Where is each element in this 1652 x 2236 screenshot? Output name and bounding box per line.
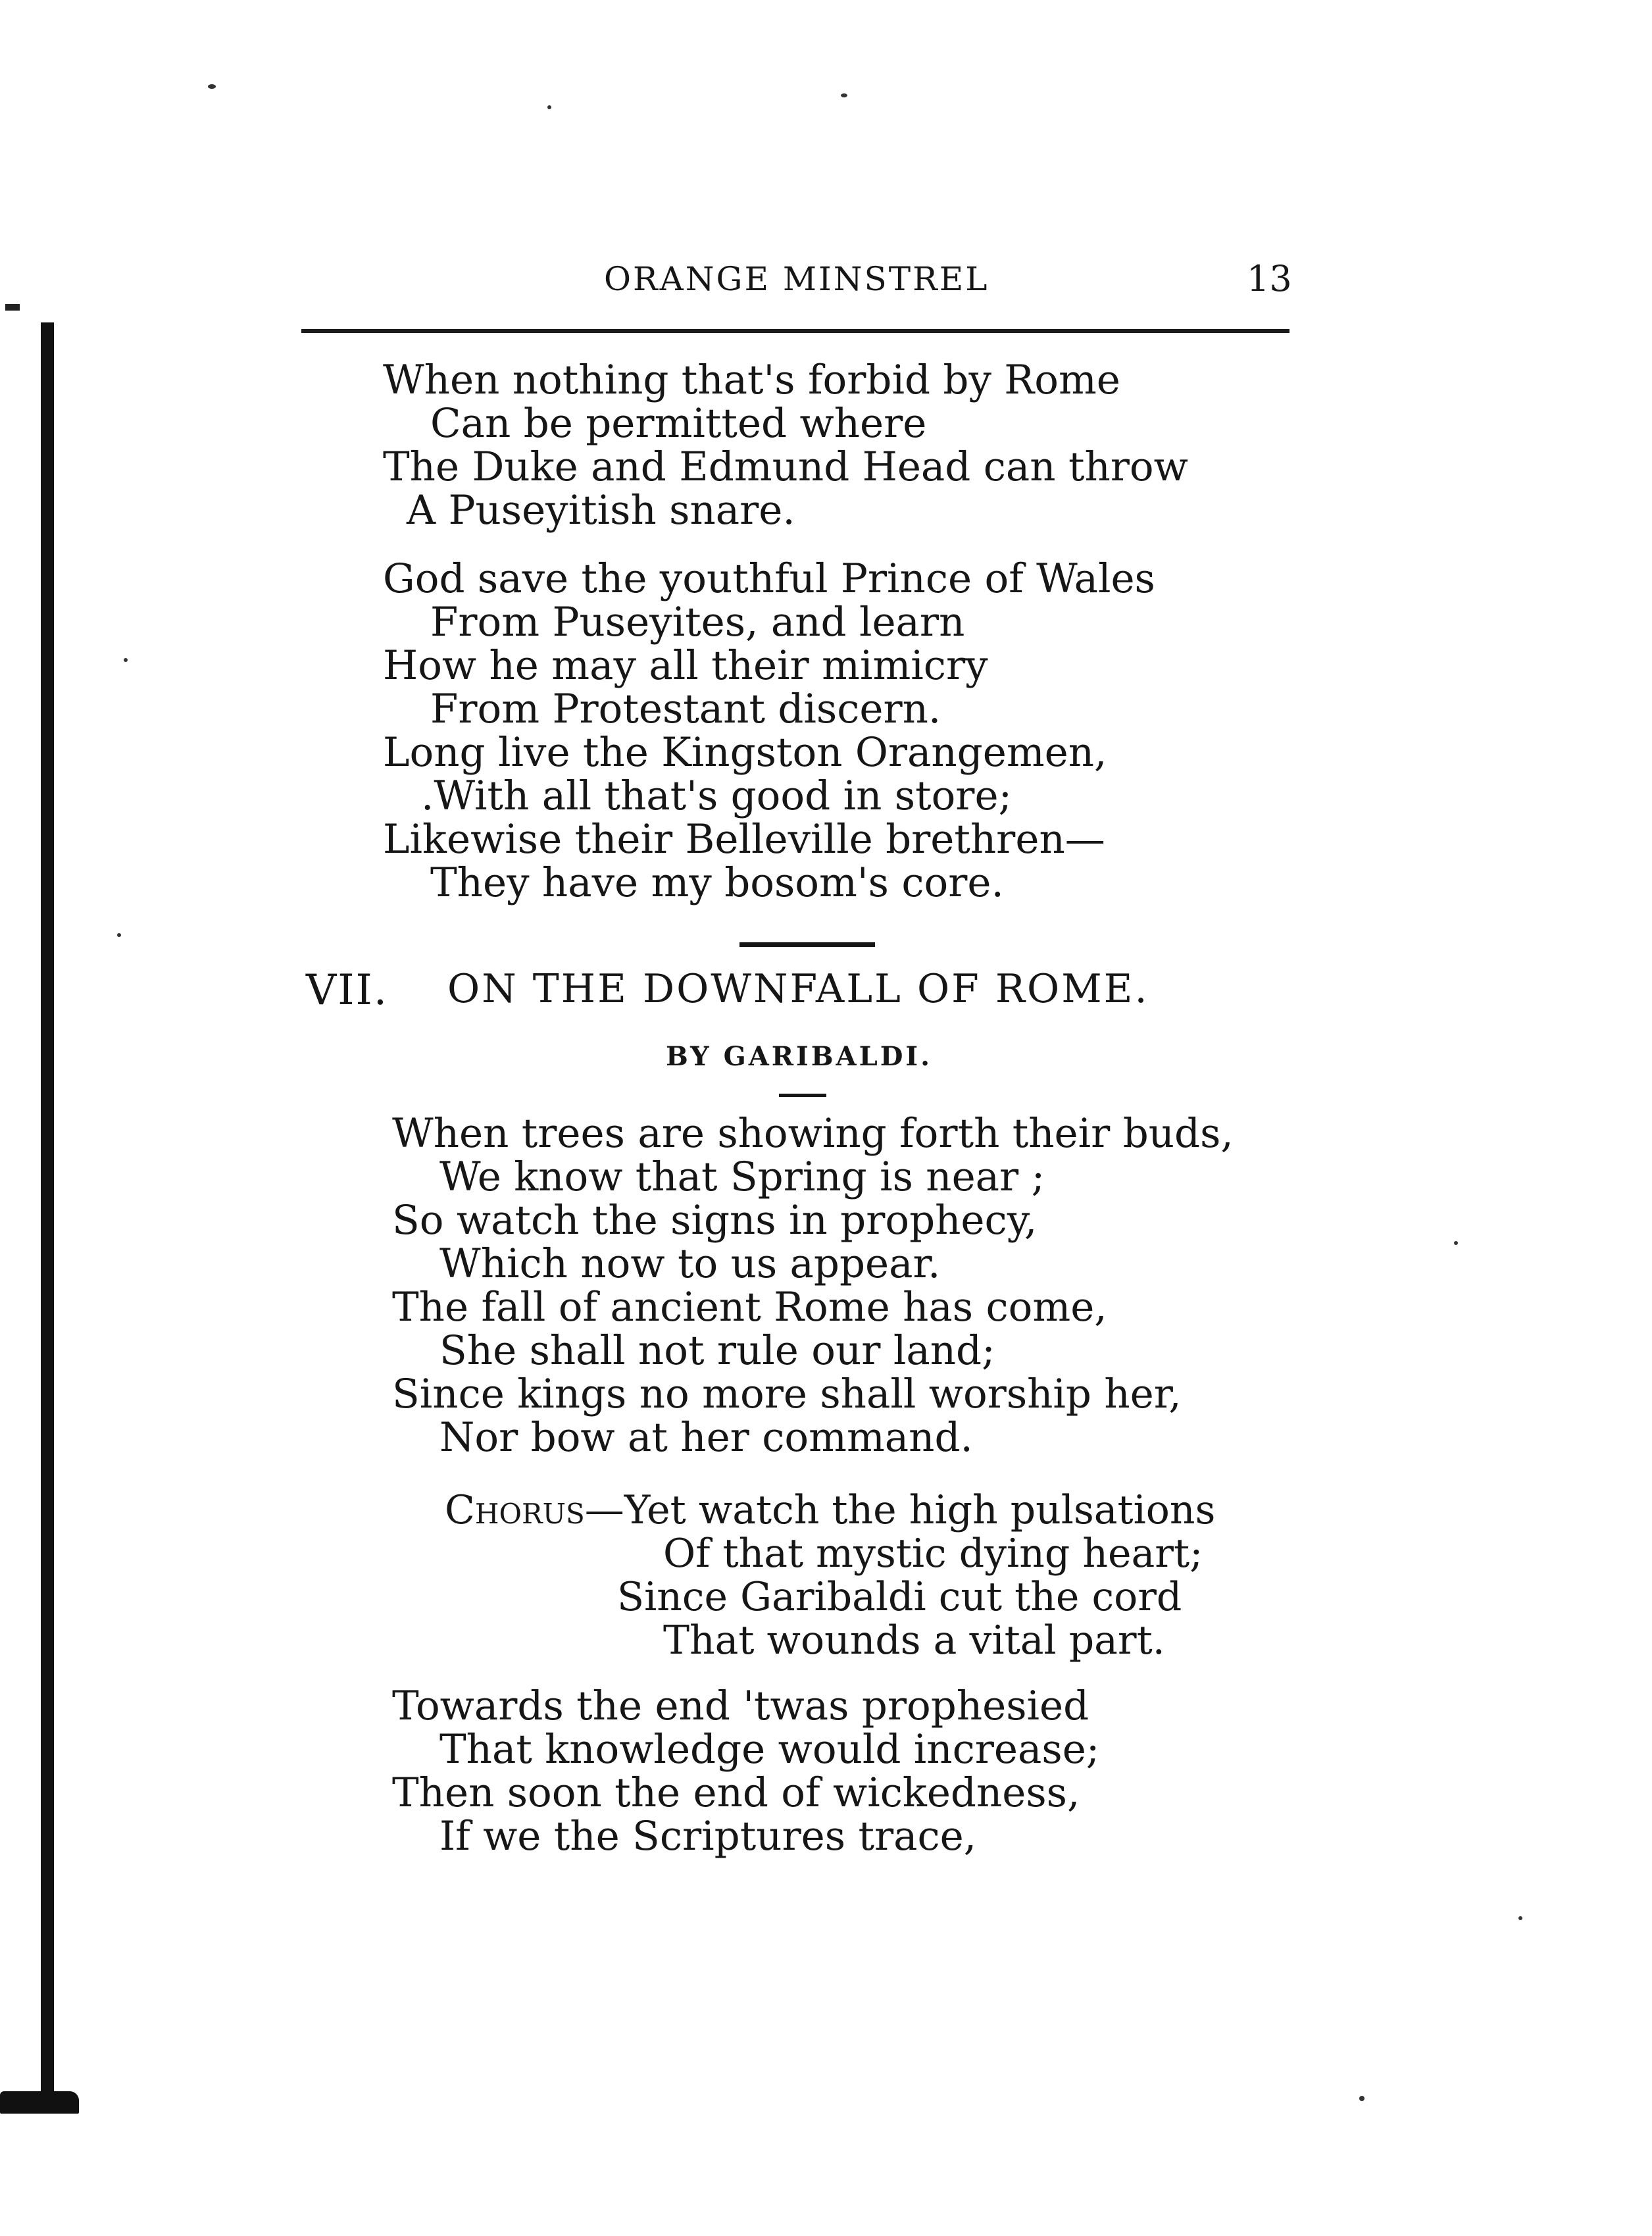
verse-line: From Protestant discern. <box>430 686 941 732</box>
verse-line: She shall not rule our land; <box>439 1327 995 1374</box>
verse-line: When trees are showing forth their buds, <box>392 1110 1234 1157</box>
verse-line: How he may all their mimicry <box>383 642 988 689</box>
scan-speck <box>1454 1241 1458 1245</box>
verse-line: Nor bow at her command. <box>439 1414 973 1461</box>
binding-shadow-foot <box>0 2091 79 2114</box>
byline: BY GARIBALDI. <box>666 1041 933 1072</box>
chorus <box>445 1488 1215 1662</box>
verse-line: From Puseyites, and learn <box>430 599 965 646</box>
verse-line: God save the youthful Prince of Wales <box>383 555 1155 602</box>
scan-speck <box>547 105 551 109</box>
binding-shadow <box>41 322 54 2099</box>
verse-line: Can be permitted where <box>430 400 927 447</box>
scan-speck <box>117 933 121 937</box>
running-title: ORANGE MINSTREL <box>604 260 989 298</box>
stanza <box>383 359 1188 532</box>
scan-speck <box>1359 2096 1364 2101</box>
verse-line: When nothing that's forbid by Rome <box>383 357 1120 403</box>
verse-line: The Duke and Edmund Head can throw <box>383 444 1188 490</box>
scan-speck <box>124 658 128 662</box>
scan-speck <box>1518 1916 1522 1920</box>
chorus-line: That wounds a vital part. <box>663 1617 1165 1664</box>
verse-line: That knowledge would increase; <box>439 1726 1100 1773</box>
section-divider <box>739 942 875 947</box>
stanza <box>383 557 1155 905</box>
verse-line: Likewise their Belleville brethren— <box>383 816 1105 863</box>
verse-line: A Puseyitish snare. <box>407 487 795 534</box>
verse-line: .With all that's good in store; <box>421 773 1013 819</box>
section-title: ON THE DOWNFALL OF ROME. <box>447 966 1149 1012</box>
verse-line: So watch the signs in prophecy, <box>392 1197 1038 1244</box>
chorus-line: Since Garibaldi cut the cord <box>617 1574 1182 1620</box>
verse-line: Long live the Kingston Orangemen, <box>383 729 1107 776</box>
scan-speck <box>841 93 847 97</box>
chorus-text: —Yet watch the high pulsations <box>584 1487 1216 1533</box>
verse-line: If we the Scriptures trace, <box>439 1813 977 1860</box>
verse-line: Then soon the end of wickedness, <box>392 1769 1080 1816</box>
chorus-line: Of that mystic dying heart; <box>663 1531 1203 1577</box>
verse-line: Towards the end 'twas prophesied <box>392 1683 1089 1729</box>
stanza <box>392 1112 1234 1460</box>
section-number: VII. <box>306 966 389 1015</box>
verse-line: We know that Spring is near ; <box>439 1154 1045 1200</box>
verse-line: Which now to us appear. <box>439 1240 941 1287</box>
stanza <box>392 1685 1099 1858</box>
header-rule <box>301 329 1289 333</box>
scan-mark <box>5 304 20 311</box>
chorus-label: Chorus <box>445 1487 585 1533</box>
chorus-line <box>445 1488 1215 1532</box>
verse-line: They have my bosom's core. <box>430 859 1004 906</box>
byline-divider <box>779 1094 826 1097</box>
page-number: 13 <box>1247 258 1292 299</box>
verse-line: The fall of ancient Rome has come, <box>392 1284 1107 1331</box>
scan-speck <box>208 84 216 89</box>
verse-line: Since kings no more shall worship her, <box>392 1371 1182 1417</box>
